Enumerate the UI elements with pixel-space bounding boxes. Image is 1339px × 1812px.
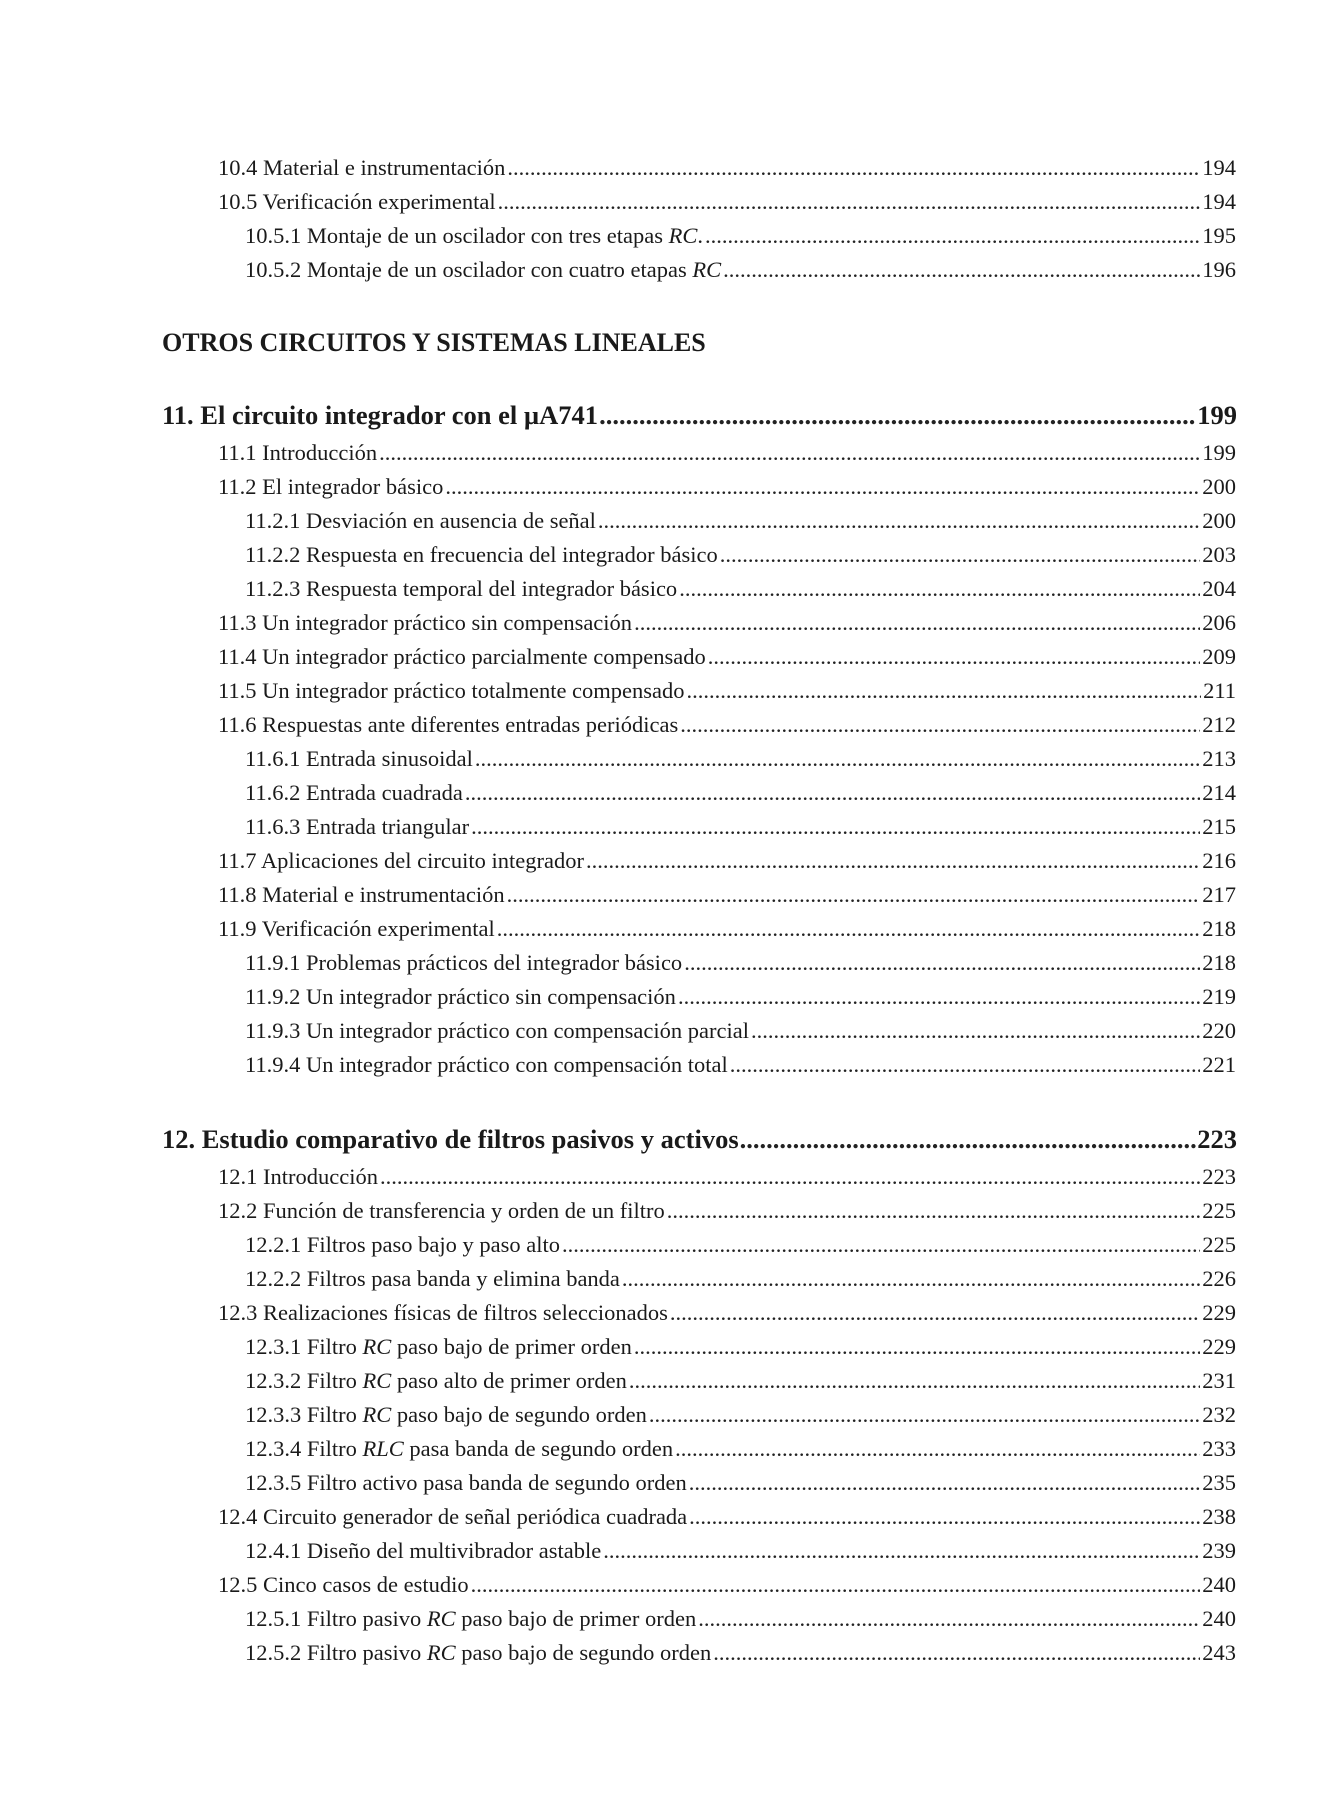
toc-page-number: 231 (1202, 1368, 1236, 1393)
toc-chapter-entry[interactable] (162, 1122, 1237, 1156)
toc-entry[interactable] (245, 540, 1236, 570)
toc-entry-label: 12.1 Introducción (218, 1164, 378, 1189)
dot-leader (475, 744, 1200, 774)
toc-page-number: 229 (1202, 1300, 1236, 1325)
dot-leader (380, 1162, 1200, 1192)
toc-entry-label: 12.4.1 Diseño del multivibrador astable (245, 1538, 602, 1563)
dot-leader (713, 1638, 1200, 1668)
toc-entry[interactable] (245, 1264, 1236, 1294)
dot-leader (562, 1230, 1200, 1260)
toc-page-number: 218 (1202, 916, 1236, 941)
dot-leader (698, 1604, 1200, 1634)
toc-entry[interactable] (245, 255, 1236, 285)
toc-entry-label: 11.6.3 Entrada triangular (245, 814, 470, 839)
toc-entry[interactable] (245, 221, 1236, 251)
toc-entry-label: 12.3.4 Filtro RLC pasa banda de segundo orden (245, 1436, 674, 1461)
toc-entry[interactable] (218, 710, 1236, 740)
toc-page-number: 240 (1202, 1606, 1236, 1631)
toc-page-number: 204 (1202, 576, 1236, 601)
toc-page-number: 225 (1202, 1232, 1236, 1257)
toc-page-number: 213 (1202, 746, 1236, 771)
toc-entry-label: 11.6 Respuestas ante diferentes entradas periódicas (218, 712, 679, 737)
toc-entry-label: 10.5.2 Montaje de un oscilador con cuatro etapas RC (245, 257, 722, 282)
toc-entry[interactable] (245, 1230, 1236, 1260)
toc-page-number: 233 (1202, 1436, 1236, 1461)
toc-entry-label: 12.4 Circuito generador de señal periódica cuadrada (218, 1504, 688, 1529)
dot-leader (649, 1400, 1200, 1430)
dot-leader (379, 438, 1200, 468)
toc-entry-label: 11.2.1 Desviación en ausencia de señal (245, 508, 596, 533)
toc-page-number: 225 (1202, 1198, 1236, 1223)
dot-leader (689, 1468, 1200, 1498)
toc-page-number: 226 (1202, 1266, 1236, 1291)
toc-page-number: 199 (1197, 400, 1237, 430)
toc-page-number: 223 (1197, 1124, 1237, 1154)
toc-page-number: 196 (1202, 257, 1236, 282)
dot-leader (507, 153, 1200, 183)
dot-leader (634, 608, 1200, 638)
toc-entry[interactable] (245, 1536, 1236, 1566)
dot-leader (684, 948, 1200, 978)
toc-page-number: 219 (1202, 984, 1236, 1009)
toc-page-number: 229 (1202, 1334, 1236, 1359)
toc-entry-label: 11.3 Un integrador práctico sin compensación (218, 610, 633, 635)
toc-page-number: 200 (1202, 508, 1236, 533)
toc-page-number: 238 (1202, 1504, 1236, 1529)
toc-entry[interactable] (218, 642, 1236, 672)
toc-page-number: 195 (1202, 223, 1236, 248)
dot-leader (603, 1536, 1200, 1566)
toc-entry-label: 12.2.2 Filtros pasa banda y elimina banda (245, 1266, 620, 1291)
toc-entry-label: 12.5 Cinco casos de estudio (218, 1572, 469, 1597)
toc-page-number: 239 (1202, 1538, 1236, 1563)
toc-entry[interactable] (245, 982, 1236, 1012)
dot-leader (471, 812, 1200, 842)
toc-entry-label: 12. Estudio comparativo de filtros pasivos y activos (162, 1124, 739, 1154)
toc-page-number: 216 (1202, 848, 1236, 873)
toc-entry[interactable] (245, 744, 1236, 774)
dot-leader (751, 1016, 1200, 1046)
dot-leader (507, 880, 1201, 910)
toc-page-number: 211 (1203, 678, 1236, 703)
toc-entry-label: 12.3.5 Filtro activo pasa banda de segundo orden (245, 1470, 687, 1495)
toc-entry[interactable] (245, 1016, 1236, 1046)
toc-entry[interactable] (245, 1638, 1236, 1668)
dot-leader (680, 710, 1200, 740)
toc-entry[interactable] (218, 846, 1236, 876)
dot-leader (679, 574, 1200, 604)
toc-entry[interactable] (245, 1434, 1236, 1464)
toc-entry[interactable] (245, 778, 1236, 808)
dot-leader (687, 676, 1202, 706)
toc-entry[interactable] (218, 187, 1236, 217)
toc-page-number: 243 (1202, 1640, 1236, 1665)
dot-leader (599, 398, 1196, 432)
toc-entry[interactable] (245, 1604, 1236, 1634)
dot-leader (586, 846, 1200, 876)
toc-page-number: 220 (1202, 1018, 1236, 1043)
toc-page-number: 212 (1202, 712, 1236, 737)
toc-chapter-entry[interactable] (162, 398, 1237, 432)
toc-entry-label: 11.9.1 Problemas prácticos del integrador básico (245, 950, 683, 975)
dot-leader (497, 914, 1200, 944)
toc-entry-label: 12.3.2 Filtro RC paso alto de primer orden (245, 1368, 627, 1393)
toc-entry[interactable] (245, 1332, 1236, 1362)
toc-entry-label: 11.9.2 Un integrador práctico sin compensación (245, 984, 676, 1009)
toc-entry[interactable] (218, 914, 1236, 944)
toc-entry-label: 11.6.1 Entrada sinusoidal (245, 746, 473, 771)
toc-page-number: 200 (1202, 474, 1236, 499)
toc-page-number: 240 (1202, 1572, 1236, 1597)
toc-entry-label: 12.3.1 Filtro RC paso bajo de primer orden (245, 1334, 632, 1359)
toc-page-number: 235 (1202, 1470, 1236, 1495)
dot-leader (689, 1502, 1200, 1532)
toc-entry[interactable] (245, 1400, 1236, 1430)
toc-entry-label: 11.9.3 Un integrador práctico con compensación parcial (245, 1018, 749, 1043)
toc-entry[interactable] (218, 1196, 1236, 1226)
toc-page-number: 194 (1202, 189, 1236, 214)
toc-page-number: 223 (1202, 1164, 1236, 1189)
toc-entry[interactable] (245, 1366, 1236, 1396)
dot-leader (708, 642, 1201, 672)
toc-page-number: 194 (1202, 155, 1236, 180)
dot-leader (705, 221, 1200, 251)
toc-entry-label: 11.4 Un integrador práctico parcialmente compensado (218, 644, 706, 669)
toc-page-number: 218 (1202, 950, 1236, 975)
dot-leader (634, 1332, 1200, 1362)
dot-leader (675, 1434, 1200, 1464)
dot-leader (498, 187, 1201, 217)
part-heading: OTROS CIRCUITOS Y SISTEMAS LINEALES (162, 328, 706, 357)
toc-entry-label: 12.2 Función de transferencia y orden de un filtro (218, 1198, 665, 1223)
toc-entry[interactable] (218, 1162, 1236, 1192)
toc-entry[interactable] (245, 1050, 1236, 1080)
toc-page-number: 206 (1202, 610, 1236, 635)
toc-page-number: 214 (1202, 780, 1236, 805)
toc-entry-label: 11.2.3 Respuesta temporal del integrador básico (245, 576, 678, 601)
toc-entry[interactable] (218, 608, 1236, 638)
dot-leader (720, 540, 1201, 570)
toc-entry-label: 12.3.3 Filtro RC paso bajo de segundo orden (245, 1402, 647, 1427)
toc-entry-label: 11.6.2 Entrada cuadrada (245, 780, 463, 805)
toc-entry[interactable] (245, 812, 1236, 842)
toc-entry-label: 10.5 Verificación experimental (218, 189, 496, 214)
toc-page-number: 215 (1202, 814, 1236, 839)
toc-entry[interactable] (218, 153, 1236, 183)
dot-leader (667, 1196, 1201, 1226)
toc-entry-label: 11.1 Introducción (218, 440, 378, 465)
dot-leader (723, 255, 1200, 285)
toc-entry-label: 11.7 Aplicaciones del circuito integrador (218, 848, 584, 873)
toc-entry-label: 11.5 Un integrador práctico totalmente compensado (218, 678, 685, 703)
dot-leader (598, 506, 1200, 536)
toc-page-number: 203 (1202, 542, 1236, 567)
toc-entry-label: 12.2.1 Filtros paso bajo y paso alto (245, 1232, 560, 1257)
toc-entry-label: 11.2 El integrador básico (218, 474, 444, 499)
dot-leader (465, 778, 1200, 808)
toc-entry-label: 11.2.2 Respuesta en frecuencia del integrador básico (245, 542, 718, 567)
toc-entry-label: 10.4 Material e instrumentación (218, 155, 506, 180)
dot-leader (740, 1122, 1197, 1156)
toc-entry-label: 12.3 Realizaciones físicas de filtros seleccionados (218, 1300, 668, 1325)
toc-entry-label: 11.9 Verificación experimental (218, 916, 495, 941)
toc-entry-label: 11.8 Material e instrumentación (218, 882, 505, 907)
toc-entry-label: 11.9.4 Un integrador práctico con compensación total (245, 1052, 728, 1077)
toc-entry[interactable] (218, 1570, 1236, 1600)
dot-leader (471, 1570, 1201, 1600)
toc-page-number: 199 (1202, 440, 1236, 465)
toc-entry[interactable] (218, 1298, 1236, 1328)
dot-leader (629, 1366, 1200, 1396)
toc-entry[interactable] (245, 948, 1236, 978)
dot-leader (730, 1050, 1200, 1080)
toc-entry[interactable] (218, 880, 1236, 910)
toc-page-number: 209 (1202, 644, 1236, 669)
dot-leader (670, 1298, 1200, 1328)
toc-page-number: 217 (1202, 882, 1236, 907)
toc-entry[interactable] (245, 574, 1236, 604)
toc-entry[interactable] (218, 1502, 1236, 1532)
toc-entry-label: 11. El circuito integrador con el µA741 (162, 400, 599, 430)
toc-entry-label: 12.5.2 Filtro pasivo RC paso bajo de segundo orden (245, 1640, 712, 1665)
toc-page-number: 221 (1202, 1052, 1236, 1077)
dot-leader (445, 472, 1200, 502)
dot-leader (678, 982, 1200, 1012)
toc-entry[interactable] (245, 1468, 1236, 1498)
toc-entry-label: 10.5.1 Montaje de un oscilador con tres etapas RC. (245, 223, 704, 248)
toc-entry-label: 12.5.1 Filtro pasivo RC paso bajo de primer orden (245, 1606, 697, 1631)
dot-leader (622, 1264, 1200, 1294)
toc-entry[interactable] (218, 676, 1236, 706)
toc-entry[interactable] (245, 506, 1236, 536)
toc-entry[interactable] (218, 472, 1236, 502)
toc-page-number: 232 (1202, 1402, 1236, 1427)
toc-entry[interactable] (218, 438, 1236, 468)
